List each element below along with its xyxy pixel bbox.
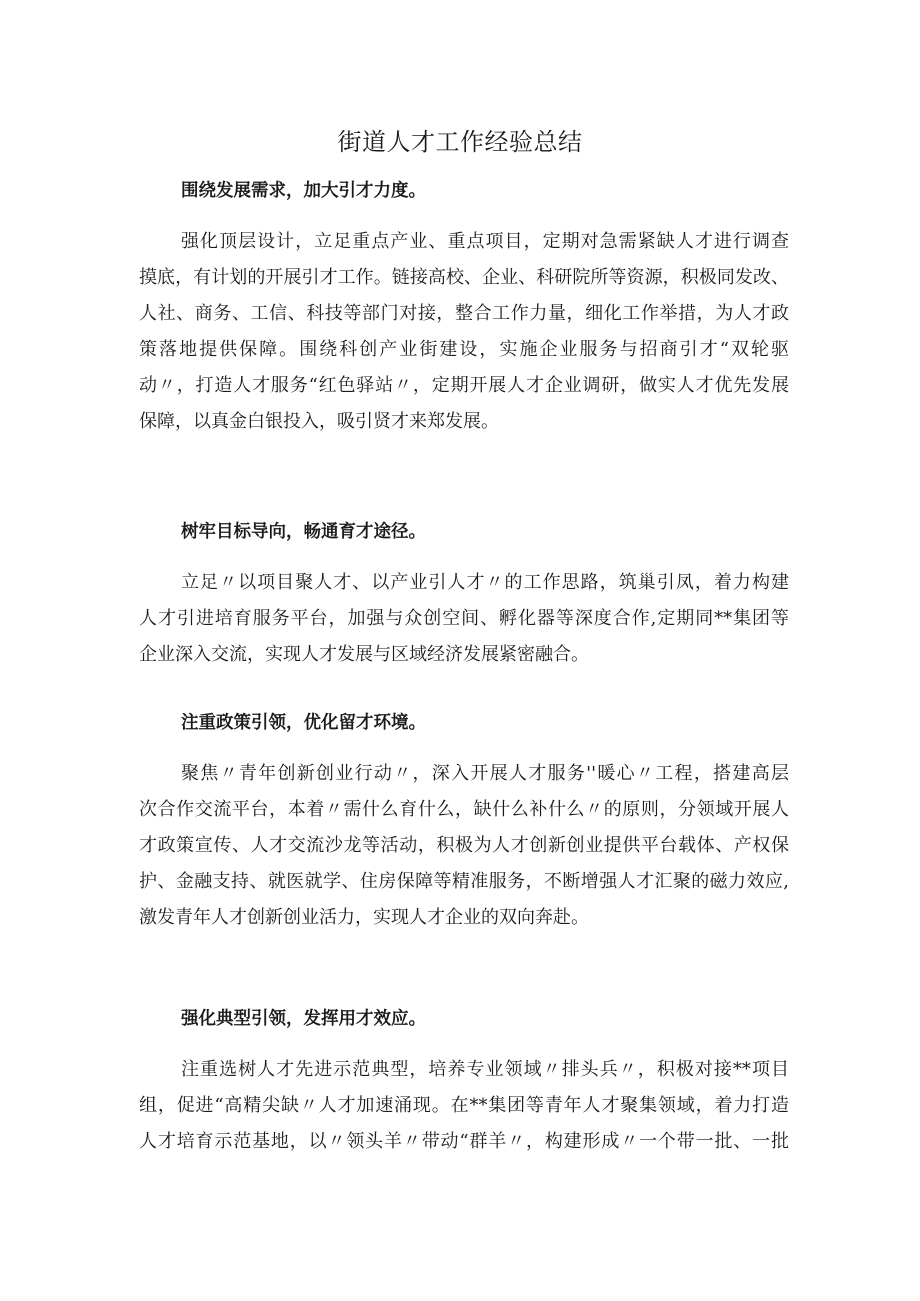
paragraph-line: 动〃，打造人才服务“红色驿站〃，定期开展人才企业调研，做实人才优先发展 — [139, 375, 789, 396]
paragraph-line: 人才培育示范基地，以〃领头羊〃带动“群羊〃，构建形成〃一个带一批、一批 — [139, 1131, 789, 1152]
paragraph-line: 聚焦〃青年创新创业行动〃，深入开展人才服务''暖心〃工程，搭建高层 — [181, 763, 789, 784]
section-paragraph — [139, 756, 789, 936]
section-paragraph — [139, 565, 789, 673]
document-title: 街道人才工作经验总结 — [337, 128, 583, 156]
paragraph-line: 护、金融支持、就医就学、住房保障等精准服务，不断增强人才汇聚的磁力效应, — [139, 871, 789, 892]
paragraph-line: 人才引进培育服务平台，加强与众创空间、孵化器等深度合作,定期同**集团等 — [139, 608, 789, 629]
paragraph-line: 强化顶层设计，立足重点产业、重点项目，定期对急需紧缺人才进行调查 — [181, 231, 789, 252]
paragraph-line: 企业深入交流，实现人才发展与区域经济发展紧密融合。 — [139, 644, 589, 665]
paragraph-line: 摸底，有计划的开展引才工作。链接高校、企业、科研院所等资源，积极同发改、 — [139, 267, 789, 288]
section-paragraph — [139, 224, 789, 440]
paragraph-line: 激发青年人才创新创业活力，实现人才企业的双向奔赴。 — [139, 907, 589, 928]
section-heading: 注重政策引领，优化留才环境。 — [181, 713, 426, 733]
paragraph-line: 策落地提供保障。围绕科创产业街建设，实施企业服务与招商引才“双轮驱 — [139, 339, 789, 360]
paragraph-line: 保障，以真金白银投入，吸引贤才来郑发展。 — [139, 411, 499, 432]
section-heading: 围绕发展需求，加大引才力度。 — [181, 181, 426, 201]
paragraph-line: 注重选树人才先进示范典型，培养专业领域〃排头兵〃，积极对接**项目 — [181, 1059, 789, 1080]
section-heading: 强化典型引领，发挥用才效应。 — [181, 1009, 426, 1029]
section-paragraph — [139, 1052, 789, 1160]
paragraph-line: 才政策宣传、人才交流沙龙等活动，积极为人才创新创业提供平台载体、产权保 — [139, 835, 789, 856]
paragraph-line: 人社、商务、工信、科技等部门对接，整合工作力量，细化工作举措，为人才政 — [139, 303, 789, 324]
paragraph-line: 立足〃以项目聚人才、以产业引人才〃的工作思路，筑巢引凤，着力构建 — [181, 572, 789, 593]
section-heading: 树牢目标导向，畅通育才途径。 — [181, 522, 426, 542]
paragraph-line: 次合作交流平台，本着〃需什么育什么，缺什么补什么〃的原则，分领域开展人 — [139, 799, 789, 820]
paragraph-line: 组，促进“高精尖缺〃人才加速涌现。在**集团等青年人才聚集领域，着力打造 — [139, 1095, 789, 1116]
